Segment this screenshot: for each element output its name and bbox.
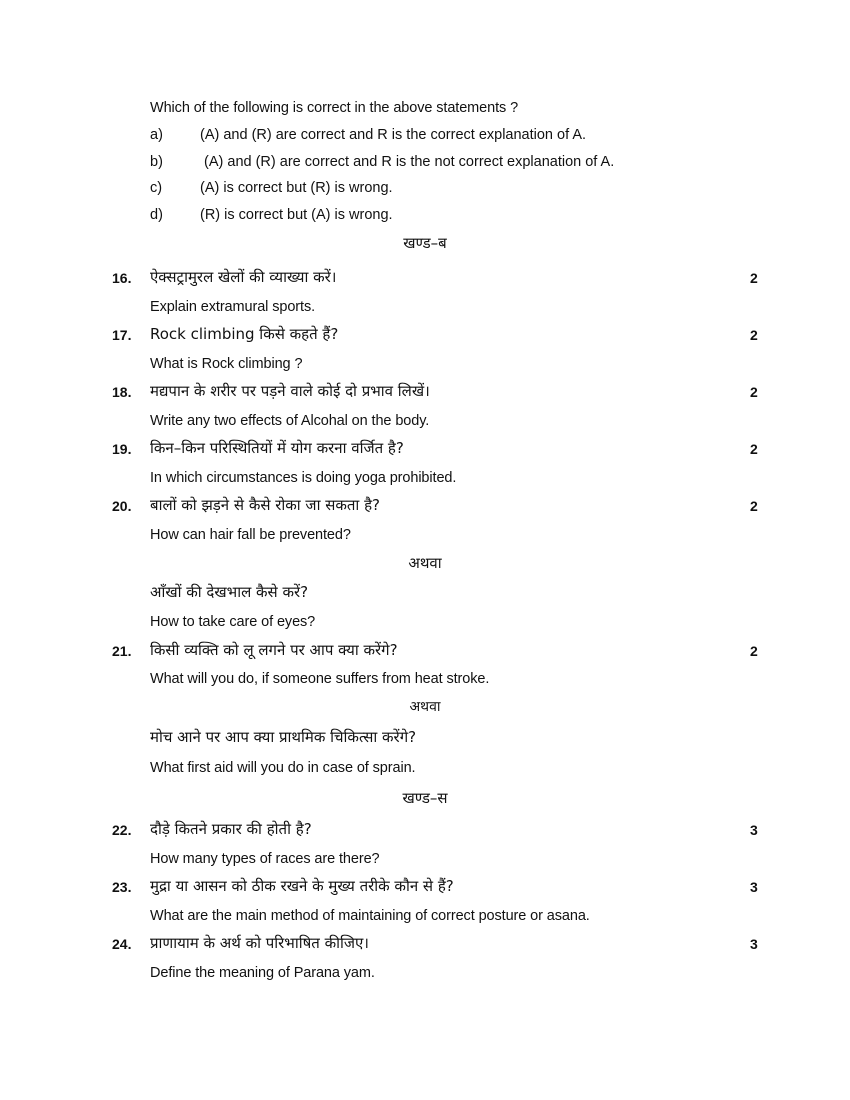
question-hindi: Rock climbing किसे कहते हैं? (150, 325, 339, 343)
question-marks: 2 (750, 270, 758, 286)
question-hindi: किसी व्यक्ति को लू लगने पर आप क्या करेंगे? (150, 641, 398, 659)
question-english: Define the meaning of Parana yam. (150, 965, 375, 981)
question-marks: 2 (750, 643, 758, 659)
alternate-question-english: How to take care of eyes? (150, 614, 316, 630)
alternate-question-hindi: आँखों की देखभाल कैसे करें? (150, 583, 309, 601)
option-letter: b) (150, 154, 163, 170)
intro-question: Which of the following is correct in the above statements ? (150, 100, 519, 116)
question-marks: 3 (750, 822, 758, 838)
question-marks: 2 (750, 498, 758, 514)
question-number: 21. (112, 643, 132, 659)
question-number: 16. (112, 270, 132, 286)
question-english: What will you do, if someone suffers from heat stroke. (150, 671, 490, 687)
question-marks: 2 (750, 327, 758, 343)
option-letter: a) (150, 127, 163, 143)
question-hindi: बालों को झड़ने से कैसे रोका जा सकता है? (150, 496, 381, 514)
question-english: In which circumstances is doing yoga prohibited. (150, 470, 457, 486)
question-number: 19. (112, 441, 132, 457)
question-hindi: मुद्रा या आसन को ठीक रखने के मुख्य तरीके कौन से हैं? (150, 877, 454, 895)
option-text: (R) is correct but (A) is wrong. (200, 207, 393, 223)
question-english: Explain extramural sports. (150, 299, 316, 315)
question-hindi: ऐक्सट्रामुरल खेलों की व्याख्या करें। (150, 268, 337, 286)
section-b-heading: खण्ड–ब (403, 234, 447, 252)
or-label: अथवा (409, 699, 441, 715)
question-english: How many types of races are there? (150, 851, 380, 867)
question-hindi: दौड़े कितने प्रकार की होती है? (150, 820, 312, 838)
question-number: 17. (112, 327, 132, 343)
question-number: 24. (112, 936, 132, 952)
question-english: How can hair fall be prevented? (150, 527, 351, 543)
question-hindi: प्राणायाम के अर्थ को परिभाषित कीजिए। (150, 934, 369, 952)
question-english: What are the main method of maintaining of correct posture or asana. (150, 908, 590, 924)
question-number: 20. (112, 498, 132, 514)
question-marks: 2 (750, 441, 758, 457)
question-hindi: मद्यपान के शरीर पर पड़ने वाले कोई दो प्रभाव लिखें। (150, 382, 430, 400)
or-label: अथवा (408, 554, 442, 572)
alternate-question-hindi: मोच आने पर आप क्या प्राथमिक चिकित्सा करेंगे? (150, 728, 417, 746)
question-marks: 3 (750, 879, 758, 895)
question-number: 23. (112, 879, 132, 895)
option-letter: c) (150, 180, 163, 196)
option-text: (A) is correct but (R) is wrong. (200, 180, 393, 196)
alternate-question-english: What first aid will you do in case of sprain. (150, 760, 416, 776)
question-number: 18. (112, 384, 132, 400)
question-english: Write any two effects of Alcohal on the body. (150, 413, 430, 429)
question-marks: 2 (750, 384, 758, 400)
section-c-heading: खण्ड–स (402, 789, 448, 807)
question-english: What is Rock climbing ? (150, 356, 303, 372)
option-text: (A) and (R) are correct and R is the not correct explanation of A. (200, 154, 615, 170)
option-text: (A) and (R) are correct and R is the correct explanation of A. (200, 127, 587, 143)
option-letter: d) (150, 207, 163, 223)
question-number: 22. (112, 822, 132, 838)
question-marks: 3 (750, 936, 758, 952)
question-hindi: किन–किन परिस्थितियों में योग करना वर्जित है? (150, 439, 404, 457)
